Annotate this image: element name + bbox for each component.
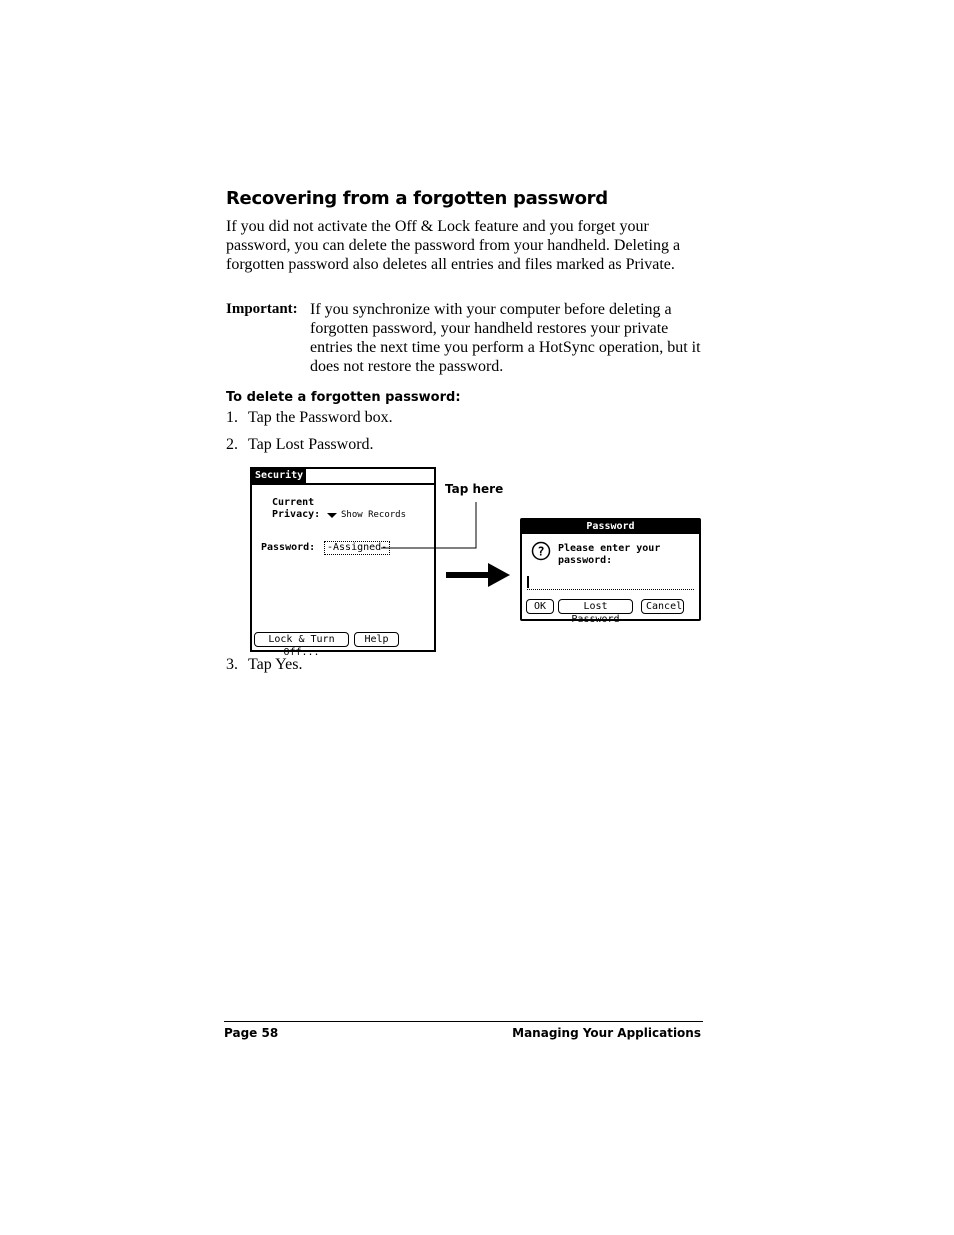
section-heading: Recovering from a forgotten password <box>226 188 608 209</box>
footer-rule <box>224 1021 703 1022</box>
password-entry-field[interactable] <box>527 589 694 590</box>
privacy-value[interactable]: Show Records <box>341 510 407 520</box>
help-button[interactable]: Help <box>354 632 399 647</box>
password-box[interactable]: -Assigned- <box>324 541 390 555</box>
procedure-title: To delete a forgotten password: <box>226 390 461 405</box>
security-title: Security <box>252 469 306 483</box>
right-arrow-icon <box>444 562 514 590</box>
privacy-label: Privacy: <box>272 509 321 520</box>
step-2-number: 2. <box>226 436 238 453</box>
question-icon <box>531 541 551 561</box>
intro-paragraph: If you did not activate the Off & Lock feature and you forget your password, you can delete the password from your handheld. Deleting a forgotten password also deletes all entries and files marked as Private. <box>226 218 681 273</box>
lock-turn-off-button[interactable]: Lock & Turn Off... <box>254 632 349 647</box>
tap-here-callout: Tap here <box>445 482 504 496</box>
ok-button[interactable]: OK <box>526 599 554 614</box>
prompt-line-1: Please enter your <box>558 543 661 554</box>
step-3-number: 3. <box>226 656 238 673</box>
password-label: Password: <box>261 542 316 553</box>
lost-password-button[interactable]: Lost Password <box>558 599 633 614</box>
current-label: Current <box>272 497 315 508</box>
prompt-line-2: password: <box>558 555 613 566</box>
password-dialog-title: Password <box>522 520 699 534</box>
password-dialog <box>520 518 701 625</box>
text-cursor <box>527 576 529 588</box>
step-2-text: Tap Lost Password. <box>248 436 374 453</box>
step-1-number: 1. <box>226 409 238 426</box>
step-1-text: Tap the Password box. <box>248 409 393 426</box>
section-title: Managing Your Applications <box>512 1026 701 1040</box>
important-label: Important: <box>226 301 298 317</box>
cancel-button[interactable]: Cancel <box>641 599 684 614</box>
page-number: Page 58 <box>224 1026 279 1040</box>
step-3-text: Tap Yes. <box>248 656 303 673</box>
important-text: If you synchronize with your computer before deleting a forgotten password, your handheld restores your private entries the next time you perform a HotSync operation, but it does not restore the password. <box>310 301 701 375</box>
svg-text:?: ? <box>537 544 545 559</box>
